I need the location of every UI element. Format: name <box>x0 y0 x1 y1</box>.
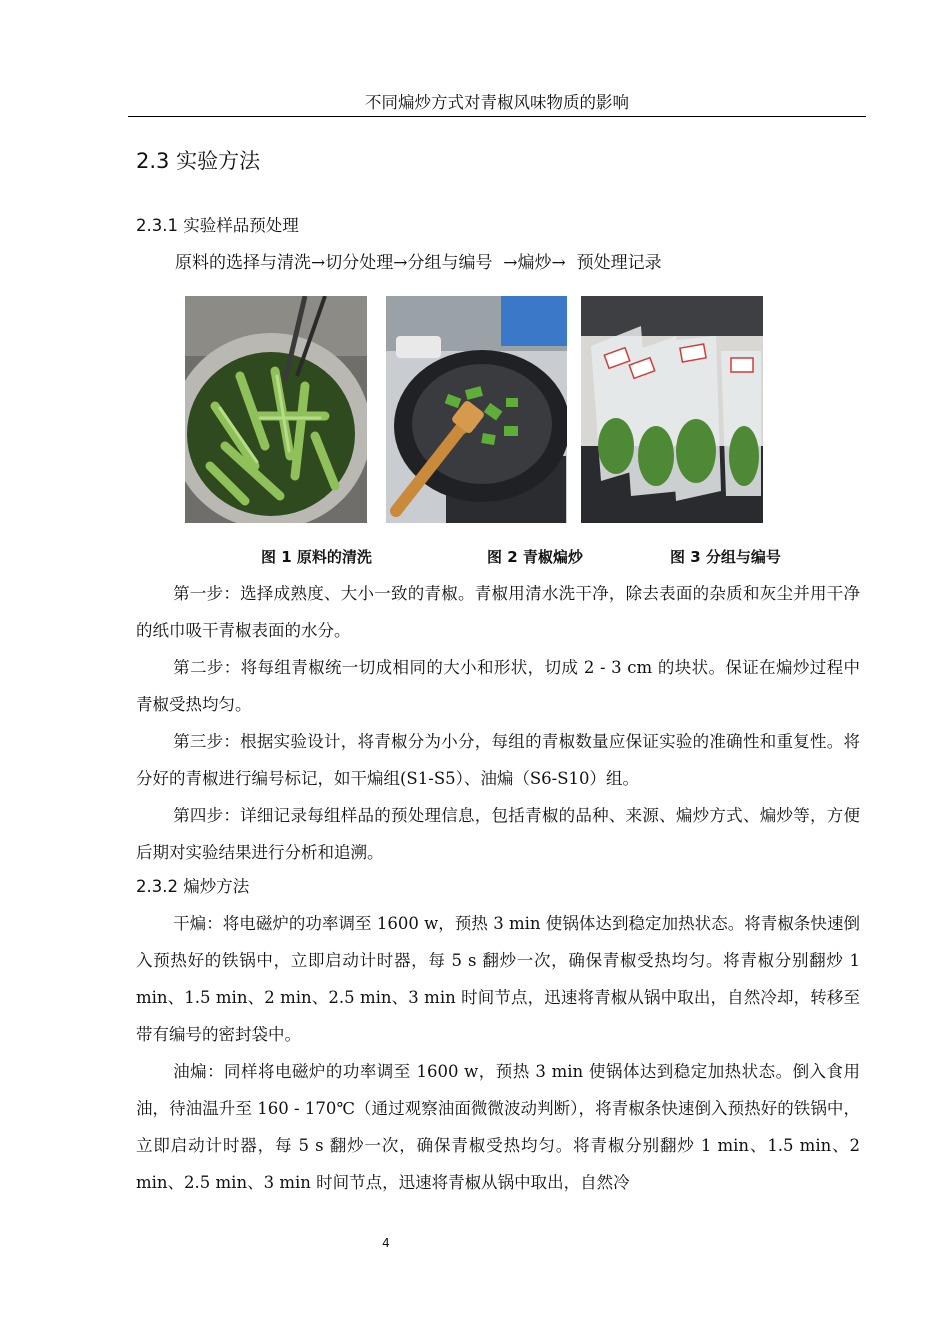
figure-3-photo <box>581 296 763 523</box>
figure-2-photo <box>386 296 567 523</box>
subsection-heading-methods: 2.3.2 煸炒方法 <box>136 877 250 896</box>
running-header: 不同煸炒方式对青椒风味物质的影响 <box>128 92 866 117</box>
process-flow-line: 原料的选择与清洗→切分处理→分组与编号 →煸炒→ 预处理记录 <box>175 253 662 273</box>
step-3-paragraph: 第三步：根据实验设计，将青椒分为小分，每组的青椒数量应保证实验的准确性和重复性。将分好的青椒进行编号标记，如干煸组(S1-S5）、油煸（S6-S10）组。 <box>136 732 860 788</box>
page-number: 4 <box>382 1236 390 1250</box>
figure-2-caption: 图 2 青椒煸炒 <box>487 548 583 566</box>
figure-3-caption: 图 3 分组与编号 <box>670 548 781 566</box>
step-4-paragraph: 第四步：详细记录每组样品的预处理信息，包括青椒的品种、来源、煸炒方式、煸炒等，方便后期对实验结果进行分析和追溯。 <box>136 806 860 862</box>
section-heading: 2.3 实验方法 <box>136 149 261 173</box>
figure-1-photo <box>185 296 367 523</box>
dry-fry-paragraph: 干煸：将电磁炉的功率调至 1600 w，预热 3 min 使锅体达到稳定加热状态。将青椒条快速倒入预热好的铁锅中，立即启动计时器，每 5 s 翻炒一次，确保青椒受热均匀。将青椒分别翻炒 1 min、1.5 min、2 min、2.5 min、3 min 时间节点，迅速将青椒从锅中取出，自然冷却，转移至带有编号的密封袋中。 <box>136 914 860 1044</box>
oil-fry-paragraph: 油煸：同样将电磁炉的功率调至 1600 w，预热 3 min 使锅体达到稳定加热状态。倒入食用油，待油温升至 160 - 170℃（通过观察油面微微波动判断），将青椒条快速倒入预热好的铁锅中，立即启动计时器，每 5 s 翻炒一次，确保青椒受热均匀。将青椒分别翻炒 1 min、1.5 min、2 min、2.5 min、3 min 时间节点，迅速将青椒从锅中取出，自然冷 <box>136 1062 860 1192</box>
step-2-paragraph: 第二步：将每组青椒统一切成相同的大小和形状，切成 2 - 3 cm 的块状。保证在煸炒过程中青椒受热均匀。 <box>136 658 860 714</box>
subsection-heading-pretreatment: 2.3.1 实验样品预处理 <box>136 216 299 235</box>
figure-1-caption: 图 1 原料的清洗 <box>261 548 372 566</box>
step-1-paragraph: 第一步：选择成熟度、大小一致的青椒。青椒用清水洗干净，除去表面的杂质和灰尘并用干净的纸巾吸干青椒表面的水分。 <box>136 584 860 640</box>
